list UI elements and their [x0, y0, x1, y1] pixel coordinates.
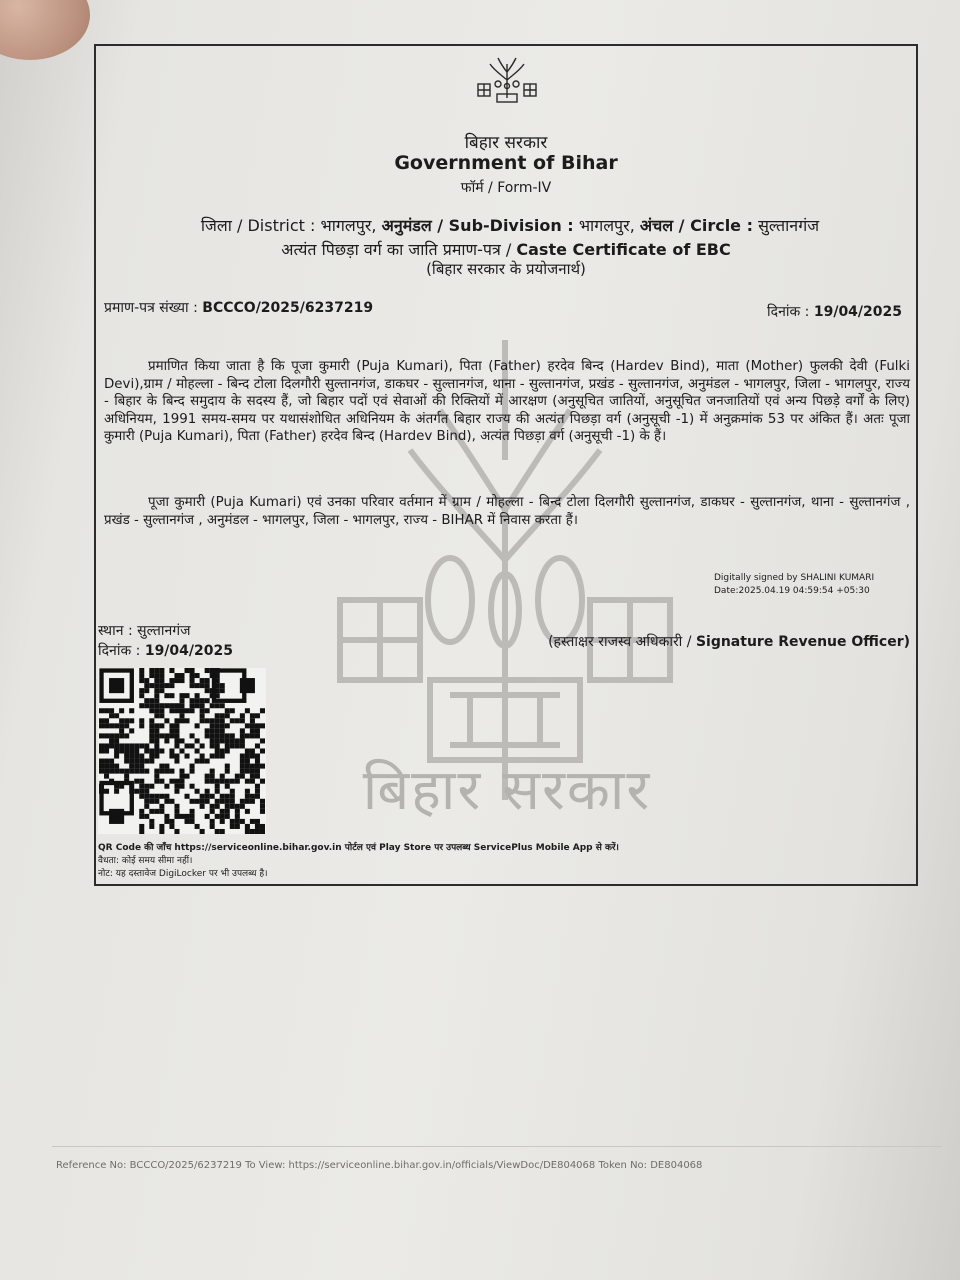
- digital-signature-date: Date:2025.04.19 04:59:54 +05:30: [714, 586, 870, 596]
- subdivision-label: अनुमंडल / Sub-Division :: [381, 216, 574, 235]
- subdivision-value: भागलपुर,: [578, 216, 635, 235]
- footer-reference: Reference No: BCCCO/2025/6237219 To View: https://serviceonline.bihar.gov.in/officials/ViewDoc/DE804068 Token No: DE804068: [56, 1160, 703, 1171]
- place-block: [98, 621, 233, 661]
- validity-note: वैधता: कोई समय सीमा नहीं।: [98, 856, 193, 866]
- digilocker-note: नोट: यह दस्तावेज DigiLocker पर भी उपलब्ध है।: [98, 869, 268, 879]
- signature-officer-english: Signature Revenue Officer): [695, 634, 910, 650]
- place-date-value: 19/04/2025: [144, 643, 233, 659]
- signature-officer: [548, 632, 910, 651]
- digital-signature: [714, 572, 874, 598]
- certificate-purpose: (बिहार सरकार के प्रयोजनार्थ): [426, 260, 586, 278]
- certificate-date: [767, 302, 902, 321]
- place-value: सुल्तानगंज: [137, 623, 191, 639]
- place-label: स्थान :: [98, 623, 133, 639]
- watermark-text: बिहार सरकार: [362, 758, 652, 823]
- notes-block: [98, 842, 619, 881]
- district-value: भागलपुर,: [320, 216, 377, 235]
- certificate-date-value: 19/04/2025: [813, 304, 902, 320]
- place-date-label: दिनांक :: [98, 643, 141, 659]
- certificate-date-label: दिनांक :: [767, 304, 810, 320]
- location-line: [120, 214, 900, 236]
- bihar-emblem-icon: [474, 54, 540, 104]
- place-date-line: [98, 641, 233, 661]
- certificate-number-value: BCCCO/2025/6237219: [202, 300, 374, 316]
- signature-officer-hindi: (हस्ताक्षर राजस्व अधिकारी /: [548, 634, 692, 650]
- certificate-number: [104, 298, 373, 317]
- circle-value: सुल्तानगंज: [758, 216, 820, 235]
- digital-signature-name: Digitally signed by SHALINI KUMARI: [714, 573, 875, 583]
- certificate-paragraph-1: प्रमाणित किया जाता है कि पूजा कुमारी (Puja Kumari), पिता (Father) हरदेव बिन्द (Hardev Bind), माता (Mother) फुलकी देवी (Fulki Devi),ग्राम / मोहल्ला - बिन्द टोला दिलगौरी सुल्तानगंज, डाकघर - सुल्तानगंज, थाना - सुल्तानगंज, प्रखंड - सुल्तानगंज, अनुमंडल - भागलपुर, जिला - भागलपुर, राज्य - बिहार के बिन्द समुदाय के सदस्य हैं, जो बिहार पदों एवं सेवाओं की रिक्तियों में आरक्षण (अनुसूचित जातियों, अनुसूचित जनजातियों एवं अन्य पिछड़े वर्गों के लिए) अधिनियम, 1991 समय-समय पर यथासंशोधित अधिनियम के अंतर्गत बिहार राज्य की अत्यंत पिछड़ा वर्ग (अनुसूची -1) में अनुक्रमांक 53 पर अंकित हैं। अतः पूजा कुमारी (Puja Kumari), पिता (Father) हरदेव बिन्द (Hardev Bind), अत्यंत पिछड़ा वर्ग (अनुसूची -1) के हैं।: [104, 359, 910, 444]
- form-number: फॉर्म / Form-IV: [460, 180, 552, 196]
- certificate-paragraph-2: पूजा कुमारी (Puja Kumari) एवं उनका परिवार वर्तमान में ग्राम / मोहल्ला - बिन्द टोला दिलगौरी सुल्तानगंज, डाकघर - सुल्तानगंज, थाना - सुल्तानगंज , प्रखंड - सुल्तानगंज , अनुमंडल - भागलपुर, जिला - भागलपुर, राज्य - BIHAR में निवास करता हैं।: [104, 495, 910, 528]
- place-line: [98, 621, 233, 641]
- certificate-title: [100, 238, 912, 260]
- certificate-title-hindi: अत्यंत पिछड़ा वर्ग का जाति प्रमाण-पत्र /: [281, 240, 512, 259]
- district-label: जिला / District :: [200, 216, 316, 235]
- qr-note: QR Code की जाँच https://serviceonline.bihar.gov.in पोर्टल एवं Play Store पर उपलब्ध ServicePlus Mobile App से करें।: [98, 843, 619, 853]
- footer-divider: [52, 1146, 942, 1147]
- govt-title-english: Government of Bihar: [394, 152, 618, 174]
- circle-label: अंचल / Circle :: [639, 216, 753, 235]
- certificate-number-label: प्रमाण-पत्र संख्या :: [104, 300, 198, 316]
- qr-code-icon[interactable]: [98, 668, 266, 834]
- certificate-title-english: Caste Certificate of EBC: [516, 240, 731, 259]
- govt-title-hindi: बिहार सरकार: [464, 133, 548, 153]
